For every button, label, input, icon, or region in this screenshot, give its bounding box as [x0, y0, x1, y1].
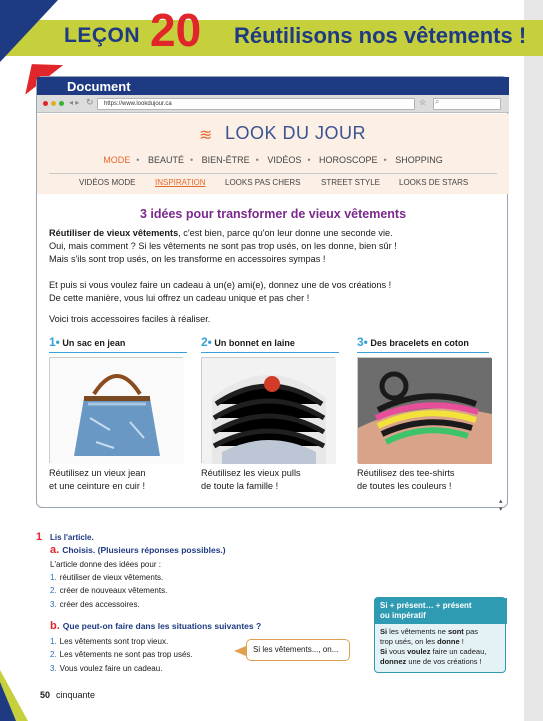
- speech-bubble: Si les vêtements..., on...: [246, 639, 350, 661]
- article-text: Et puis si vous voulez faire un cadeau à un(e) ami(e), donnez une de vos créations !: [49, 280, 392, 290]
- scroll-arrows-icon[interactable]: ▴ ▾: [499, 498, 503, 513]
- browser-bar: [37, 95, 509, 113]
- back-forward-icon[interactable]: ◂ ▸: [69, 98, 80, 107]
- grammar-text: les vêtements ne: [387, 627, 448, 636]
- nav-item-bien-etre[interactable]: BIEN-ÊTRE: [201, 155, 250, 165]
- item-key: 3.: [50, 600, 57, 609]
- grammar-text: vous: [387, 647, 408, 656]
- grammar-box-header: [375, 598, 507, 624]
- page-edge-strip: [524, 0, 543, 721]
- subnav-item-street-style[interactable]: STREET STYLE: [321, 178, 380, 187]
- item-key: 2.: [50, 586, 57, 595]
- exercise-a-item-2[interactable]: [50, 586, 167, 595]
- grammar-text: faire un cadeau,: [430, 647, 487, 656]
- maximize-dot-icon[interactable]: [59, 101, 64, 106]
- idea-underline: [201, 352, 339, 353]
- exercise-a-title: Choisis. (Plusieurs réponses possibles.): [62, 545, 226, 555]
- idea-caption: [201, 467, 341, 493]
- grammar-box: [374, 597, 506, 673]
- lesson-number: 20: [150, 4, 202, 56]
- article-paragraph-3: Voici trois accessoires faciles à réaliser.: [49, 314, 211, 324]
- page-number-word: cinquante: [56, 690, 96, 700]
- exercise-title: Lis l'article.: [50, 533, 94, 542]
- exercise-a-letter: a.: [50, 544, 60, 556]
- nav-item-horoscope[interactable]: HOROSCOPE: [319, 155, 378, 165]
- main-nav: MODE • BEAUTÉ • BIEN-ÊTRE • VIDÉOS • HOROSCOPE • SHOPPING: [103, 155, 443, 165]
- idea-number: 3•: [357, 335, 368, 349]
- idea-title-text: Des bracelets en coton: [370, 338, 469, 348]
- exercise-a-item-3[interactable]: [50, 600, 140, 609]
- caption-line: et une ceinture en cuir !: [49, 481, 146, 491]
- grammar-bold: sont: [447, 627, 464, 636]
- nav-divider: [49, 173, 497, 174]
- grammar-bold: donne: [437, 637, 460, 646]
- article-title: 3 idées pour transformer de vieux vêtements: [139, 207, 407, 221]
- grammar-title-line: Si + présent… + présent: [380, 601, 472, 610]
- item-key: 1.: [50, 637, 57, 646]
- idea-caption: [357, 467, 497, 493]
- idea-caption: [49, 467, 189, 493]
- exercise-a-intro: L'article donne des idées pour :: [50, 560, 161, 569]
- subnav-item-looks-pas-chers[interactable]: LOOKS PAS CHERS: [225, 178, 301, 187]
- search-icon: ⌕: [435, 97, 440, 106]
- grammar-text: une de vos créations !: [406, 657, 482, 666]
- nav-item-beaute[interactable]: BEAUTÉ: [147, 155, 184, 165]
- bookmark-star-icon[interactable]: ☆: [419, 98, 427, 107]
- exercise-b-item-1[interactable]: [50, 637, 168, 646]
- browser-search-input[interactable]: [433, 98, 501, 110]
- grammar-text: trop usés, on les: [380, 637, 438, 646]
- idea-number: 1•: [49, 335, 60, 349]
- caption-line: de toutes les couleurs !: [357, 481, 452, 491]
- item-text: créer des accessoires.: [59, 600, 140, 609]
- grammar-bold: voulez: [407, 647, 431, 656]
- idea-title-text: Un bonnet en laine: [214, 338, 295, 348]
- logo-swoosh-icon: ≋: [199, 127, 213, 144]
- lesson-label: LEÇON: [64, 24, 140, 47]
- exercise-b-title: Que peut-on faire dans les situations suivantes ?: [62, 621, 262, 631]
- subnav-item-inspiration[interactable]: INSPIRATION: [155, 178, 206, 187]
- item-text: Les vêtements ne sont pas trop usés.: [59, 650, 193, 659]
- article-emphasis: Réutiliser de vieux vêtements: [49, 228, 179, 238]
- article-paragraph-1: [49, 227, 499, 266]
- article-text: , c'est bien, parce qu'on leur donne une seconde vie.: [178, 228, 393, 238]
- idea-title: [49, 335, 189, 349]
- nav-item-mode[interactable]: MODE: [103, 155, 131, 165]
- lesson-title: Réutilisons nos vêtements !: [234, 23, 527, 48]
- jean-bag-image: [50, 358, 184, 464]
- idea-column-2: [201, 335, 341, 493]
- item-text: Vous voulez faire un cadeau.: [59, 664, 163, 673]
- speech-bubble-tail: [234, 646, 246, 656]
- caption-line: Réutilisez les vieux pulls: [201, 468, 301, 478]
- grammar-bold: Si: [380, 627, 388, 636]
- grammar-title-line: ou impératif: [380, 611, 426, 620]
- reload-icon[interactable]: ↻: [86, 97, 94, 107]
- article-text: De cette manière, vous lui offrez un cadeau unique et pas cher !: [49, 293, 310, 303]
- exercise-a-item-1[interactable]: [50, 573, 163, 582]
- item-text: réutiliser de vieux vêtements.: [59, 573, 164, 582]
- item-key: 1.: [50, 573, 57, 582]
- close-dot-icon[interactable]: [43, 101, 48, 106]
- caption-line: de toute la famille !: [201, 481, 279, 491]
- nav-item-shopping[interactable]: SHOPPING: [395, 155, 443, 165]
- photo-jean-bag: [49, 357, 183, 463]
- page-number: 50: [40, 690, 51, 700]
- item-text: créer de nouveaux vêtements.: [59, 586, 168, 595]
- grammar-text: !: [459, 637, 464, 646]
- caption-line: Réutilisez des tee-shirts: [357, 468, 455, 478]
- wool-hat-image: [202, 358, 336, 464]
- exercise-b-heading: [50, 620, 261, 632]
- subnav-item-videos-mode[interactable]: VIDÉOS MODE: [79, 178, 136, 187]
- idea-underline: [357, 352, 489, 353]
- grammar-box-body: [380, 627, 504, 667]
- grammar-bold: donnez: [380, 657, 407, 666]
- item-key: 3.: [50, 664, 57, 673]
- exercise-b-item-3[interactable]: [50, 664, 162, 673]
- exercise-a-heading: [50, 544, 226, 556]
- site-logo[interactable]: LOOK DU JOUR: [225, 123, 367, 143]
- idea-number: 2•: [201, 335, 212, 349]
- idea-column-1: [49, 335, 189, 493]
- item-text: Les vêtements sont trop vieux.: [59, 637, 169, 646]
- caption-line: Réutilisez un vieux jean: [49, 468, 146, 478]
- article-text: Mais s'ils sont trop usés, on les transforme en accessoires sympas !: [49, 254, 326, 264]
- idea-title-text: Un sac en jean: [62, 338, 126, 348]
- article-text: Oui, mais comment ? Si les vêtements ne sont pas trop usés, on les donne, bien sûr !: [49, 241, 397, 251]
- idea-underline: [49, 352, 187, 353]
- nav-item-videos[interactable]: VIDÉOS: [267, 155, 302, 165]
- idea-column-3: [357, 335, 497, 493]
- document-frame: [36, 76, 508, 513]
- subnav-item-looks-de-stars[interactable]: LOOKS DE STARS: [399, 178, 469, 187]
- grammar-text: pas: [463, 627, 478, 636]
- photo-wool-hat: [201, 357, 335, 463]
- article-paragraph-2: [49, 279, 499, 305]
- idea-title: [357, 335, 497, 349]
- footer-triangle-blue: [0, 682, 16, 721]
- grammar-bold: Si: [380, 647, 388, 656]
- exercise-number: 1: [36, 531, 43, 543]
- document-label: Document: [67, 79, 131, 94]
- exercise-b-item-2[interactable]: [50, 650, 193, 659]
- minimize-dot-icon[interactable]: [51, 101, 56, 106]
- idea-title: [201, 335, 341, 349]
- url-field[interactable]: https://www.lookdujour.ca: [97, 98, 415, 110]
- item-key: 2.: [50, 650, 57, 659]
- photo-cotton-bracelets: [357, 357, 491, 463]
- exercise-b-letter: b.: [50, 620, 60, 632]
- bracelets-image: [358, 358, 492, 464]
